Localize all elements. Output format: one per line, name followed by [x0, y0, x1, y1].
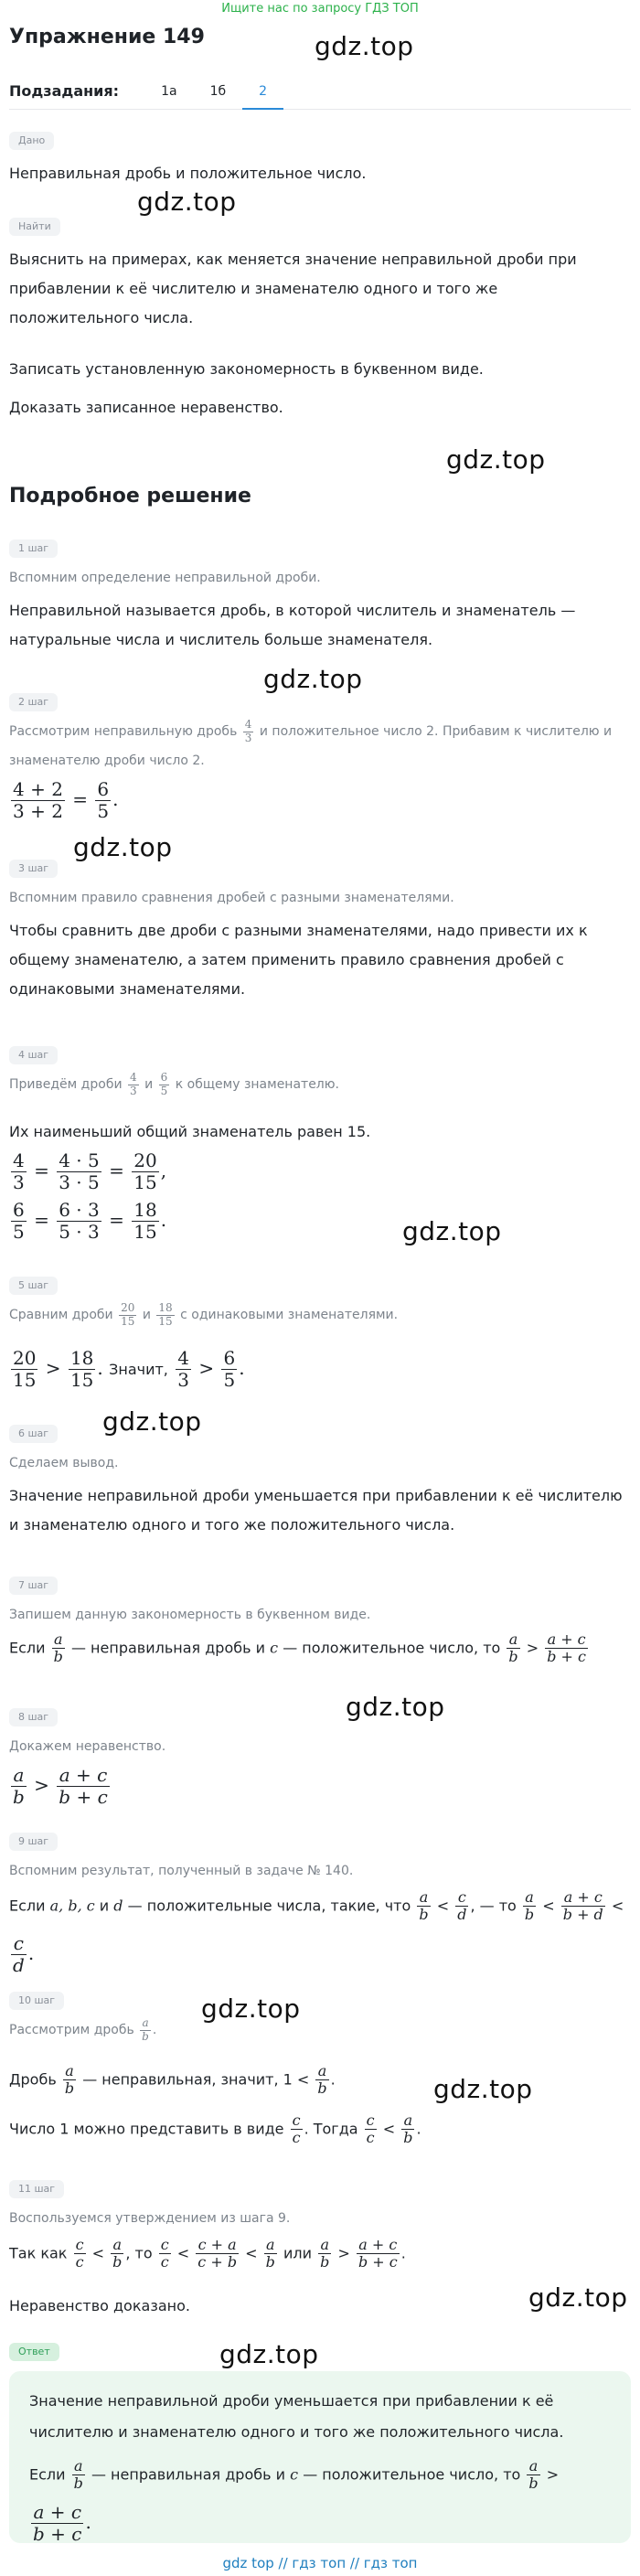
given-tag: Дано: [9, 132, 54, 150]
step-tag: 2 шаг: [9, 693, 58, 711]
tab-2[interactable]: 2: [242, 73, 283, 110]
step-text: Дробь $\frac{a}{b}$ — неправильная, значит, 1 < $\frac{a}{b}$ .: [9, 2062, 336, 2098]
watermark: gdz.top: [446, 444, 546, 475]
step-text: и знаменателю одного и того же положительного числа.: [9, 1516, 455, 1534]
step-text: общему знаменателю, а затем применить правило сравнения дробей с: [9, 951, 564, 968]
watermark: gdz.top: [346, 1692, 445, 1722]
answer-text: Если $\frac{a}{b}$ — неправильная дробь и c — положительное число, то $\frac{a}{b}$ >: [29, 2457, 560, 2493]
tab-1a[interactable]: 1а: [161, 83, 177, 99]
promo-banner[interactable]: Ищите нас по запросу ГДЗ ТОП: [221, 2, 419, 16]
subtasks-label: Подзадания:: [9, 82, 120, 100]
step-hint: знаменателю дроби число 2.: [9, 754, 205, 768]
step-tag: 9 шаг: [9, 1833, 58, 1851]
fraction: $\frac{4}{3}$: [244, 717, 252, 744]
step-hint: Вспомним результат, полученный в задаче № 140.: [9, 1864, 354, 1878]
step-text: Значение неправильной дроби уменьшается при прибавлении к её числителю: [9, 1487, 623, 1504]
step-text: Неправильной называется дробь, в которой числитель и знаменатель —: [9, 602, 576, 619]
step-text: Так как $\frac{c}{c}$ < $\frac{a}{b}$ , то $\frac{c}{c}$ < $\frac{c + a}{c + b}$ < $\frac{a}{b}$ или $\frac{a}{b}$ > $\frac{a + c}{b + c}$ .: [9, 2236, 406, 2271]
answer-text: числителю и знаменателю одного и того же положительного числа.: [29, 2423, 564, 2441]
subtasks-bar: [9, 73, 631, 110]
tab-1b[interactable]: 1б: [209, 83, 227, 99]
footer-links[interactable]: gdz top // гдз топ // гдз топ: [222, 2555, 418, 2571]
step-tag: 6 шаг: [9, 1425, 58, 1443]
step-hint: Сделаем вывод.: [9, 1456, 119, 1470]
step-hint: Приведём дроби $\frac{4}{3}$ и $\frac{6}{5}$ к общему знаменателю.: [9, 1070, 339, 1097]
watermark: gdz.top: [528, 2282, 628, 2313]
watermark: gdz.top: [219, 2339, 319, 2369]
watermark: gdz.top: [102, 1406, 202, 1437]
step-text: Если $\frac{a}{b}$ — неправильная дробь и c — положительное число, то $\frac{a}{b}$ > $\frac{a + c}{b + c}$: [9, 1630, 586, 1666]
step-text: Если a, b, c и d — положительные числа, такие, что $\frac{a}{b}$ < $\frac{c}{d}$ , — то $\frac{a}{b}$ < $\frac{a + c}{b + d}$ <: [9, 1888, 624, 1924]
find-line: Выяснить на примерах, как меняется значение неправильной дроби при: [9, 251, 577, 268]
step-text: одинаковыми знаменателями.: [9, 980, 246, 998]
step-tag: 5 шаг: [9, 1277, 58, 1295]
step-text: Их наименьший общий знаменатель равен 15.: [9, 1123, 371, 1140]
step-tag: 7 шаг: [9, 1577, 58, 1595]
equation: $\frac{6}{5}$ = $\frac{6 \cdot 3}{5 \cdot 3}$ = $\frac{18}{15}$ .: [13, 1199, 167, 1243]
step-text: Неравенство доказано.: [9, 2297, 190, 2314]
answer-tag: Ответ: [9, 2343, 59, 2361]
watermark: gdz.top: [263, 664, 363, 694]
step-hint: Рассмотрим неправильную дробь $\frac{4}{3}$ и положительное число 2. Прибавим к числителю и: [9, 717, 613, 744]
find-line: прибавлении к её числителю и знаменателю одного и того же: [9, 280, 498, 297]
step-tag: 1 шаг: [9, 540, 58, 558]
step-tag: 8 шаг: [9, 1708, 58, 1726]
find-tag: Найти: [9, 218, 60, 236]
step-hint: Воспользуемся утверждением из шага 9.: [9, 2211, 291, 2226]
watermark: gdz.top: [201, 1993, 301, 2024]
step-hint: Вспомним определение неправильной дроби.: [9, 571, 321, 585]
step-tag: 10 шаг: [9, 1992, 64, 2010]
step-tag: 4 шаг: [9, 1046, 58, 1064]
find-line: положительного числа.: [9, 309, 194, 326]
equation: $\frac{c}{d}$ .: [13, 1932, 35, 1976]
watermark: gdz.top: [433, 2074, 533, 2104]
equation: $\frac{a + c}{b + c}$ .: [33, 2501, 91, 2545]
equation: $\frac{20}{15}$ > $\frac{18}{15}$ . Значит, $\frac{4}{3}$ > $\frac{6}{5}$ .: [13, 1347, 245, 1391]
find-line: Доказать записанное неравенство.: [9, 399, 283, 416]
watermark: gdz.top: [315, 31, 414, 61]
step-tag: 3 шаг: [9, 860, 58, 878]
watermark: gdz.top: [402, 1216, 502, 1246]
watermark: gdz.top: [137, 187, 237, 217]
step-hint: Рассмотрим дробь $\frac{a}{b}$ .: [9, 2015, 157, 2043]
step-hint: Запишем данную закономерность в буквенном виде.: [9, 1608, 371, 1622]
step-hint: Докажем неравенство.: [9, 1739, 166, 1754]
answer-text: Значение неправильной дроби уменьшается при прибавлении к её: [29, 2392, 554, 2410]
step-hint: Вспомним правило сравнения дробей с разными знаменателями.: [9, 891, 454, 905]
solution-title: Подробное решение: [9, 485, 251, 508]
equation: $\frac{4}{3}$ = $\frac{4 \cdot 5}{3 \cdot 5}$ = $\frac{20}{15}$ ,: [13, 1149, 167, 1193]
step-text: Чтобы сравнить две дроби с разными знаменателями, надо привести их к: [9, 922, 588, 939]
watermark: gdz.top: [73, 832, 173, 862]
page-title: Упражнение 149: [9, 26, 205, 48]
step-tag: 11 шаг: [9, 2180, 64, 2198]
step-hint: Сравним дроби $\frac{20}{15}$ и $\frac{18}{15}$ с одинаковыми знаменателями.: [9, 1300, 399, 1328]
step-text: натуральные числа и числитель больше знаменателя.: [9, 631, 433, 648]
step-text: Число 1 можно представить в виде $\frac{c}{c}$ . Тогда $\frac{c}{c}$ < $\frac{a}{b}$ .: [9, 2111, 421, 2147]
given-text: Неправильная дробь и положительное число.: [9, 165, 367, 182]
equation: $\frac{4 + 2}{3 + 2}$ = $\frac{6}{5}$ .: [13, 778, 119, 822]
find-line: Записать установленную закономерность в буквенном виде.: [9, 360, 484, 378]
equation: $\frac{a}{b}$ > $\frac{a + c}{b + c}$: [13, 1764, 108, 1808]
